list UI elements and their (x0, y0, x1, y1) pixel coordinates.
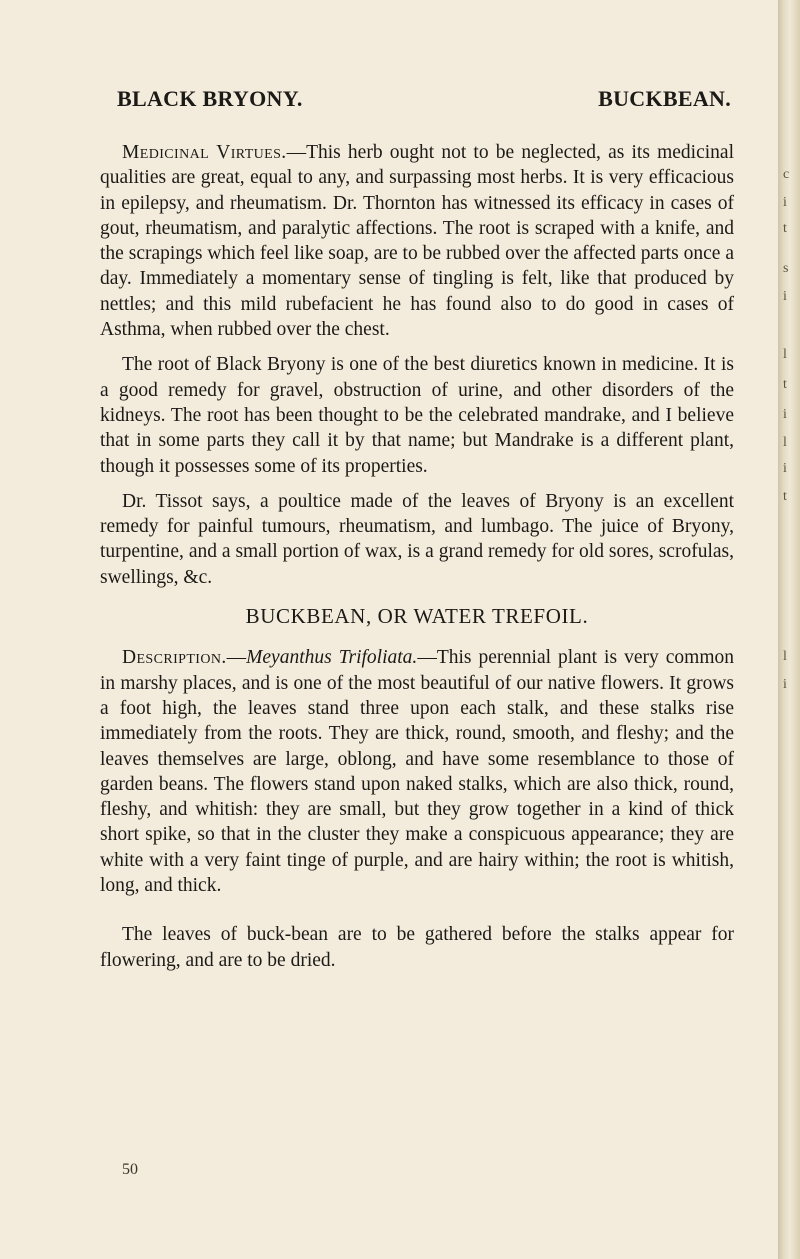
bleed-through-letter: i (783, 407, 787, 422)
paragraph-diuretic: The root of Black Bryony is one of the best diuretics known in medicine. It is a good remedy for gravel, obstruction of urine, and other disorders of the kidneys. The root has been thought to be the celebrated mandrake, and I believe that in some parts they call it by that name; but Mandrake is a different plant, though it possesses some of its properties. (100, 354, 734, 477)
latin-name: Meyanthus Trifoliata. (246, 647, 418, 669)
paragraph-gathering: The leaves of buck-bean are to be gathered before the stalks appear for flowering, and are to be dried. (100, 924, 734, 971)
paragraph-text: —This herb ought not to be neglected, as its medicinal qualities are great, equal to any, and surpassing most herbs. It is very efficacious in epilepsy, and rheumatism. Dr. Thornton has witnessed its efficacy in cases of gout, rheumatism, and paralytic affections. The root is scraped with a knife, and the scrapings which feel like soap, are to be rubbed over the affected parts once a day. Immediately a momentary sense of tingling is felt, like that produced by nettles; and this mild rubefacient he has found also to do good in cases of Asthma, when rubbed over the chest. (100, 142, 734, 341)
paragraph-text: —This perennial plant is very common in marshy places, and is one of the most beautiful of our native flowers. It grows a foot high, the leaves stand three upon each stalk, and these stalks rise immediately from the roots. They are thick, round, smooth, and fleshy; and the leaves themselves are large, oblong, and have some resemblance to those of garden beans. The flowers stand upon naked stalks, which are also thick, round, fleshy, and whitish: they are small, but they grow together in a kind of thick short spike, so that in the cluster they make a conspicuous appearance; they are white with a very faint tinge of purple, and are hairy within; the root is whitish, long, and thick. (100, 647, 734, 897)
bleed-through-letter: i (783, 289, 787, 304)
bleed-through-letter: t (783, 489, 787, 504)
running-head (117, 86, 731, 116)
paragraph-lead: Description. (122, 647, 227, 669)
bleed-through-letter: i (783, 461, 787, 476)
running-head-right: BUCKBEAN. (598, 86, 731, 111)
bleed-through-letter: t (783, 221, 787, 236)
binding-edge (778, 0, 800, 1259)
bleed-through-letter: i (783, 195, 787, 210)
section-title: BUCKBEAN, OR WATER TREFOIL. (245, 604, 589, 629)
bleed-through-letter: s (783, 261, 789, 276)
paragraph-medicinal-virtues (100, 140, 734, 342)
em-dash: — (226, 647, 247, 669)
bleed-through-letter: t (783, 377, 787, 392)
page-number: 50 (122, 1161, 138, 1178)
paragraph-lead: Medicinal Virtues. (122, 142, 287, 163)
bleed-through-letter: i (783, 677, 787, 692)
paragraph-description (100, 645, 734, 898)
page-body (100, 140, 734, 983)
running-head-left: BLACK BRYONY. (117, 86, 303, 111)
paragraph-poultice: Dr. Tissot says, a poultice made of the leaves of Bryony is an excellent remedy for painful tumours, rheumatism, and lumbago. The juice of Bryony, turpentine, and a small portion of wax, is a grand remedy for old sores, scrofulas, swellings, &c. (100, 490, 734, 588)
bleed-through-letter: l (783, 435, 787, 450)
bleed-through-letter: l (783, 649, 787, 664)
bleed-through-letter: l (783, 347, 787, 362)
bleed-through-letter: c (783, 167, 790, 182)
